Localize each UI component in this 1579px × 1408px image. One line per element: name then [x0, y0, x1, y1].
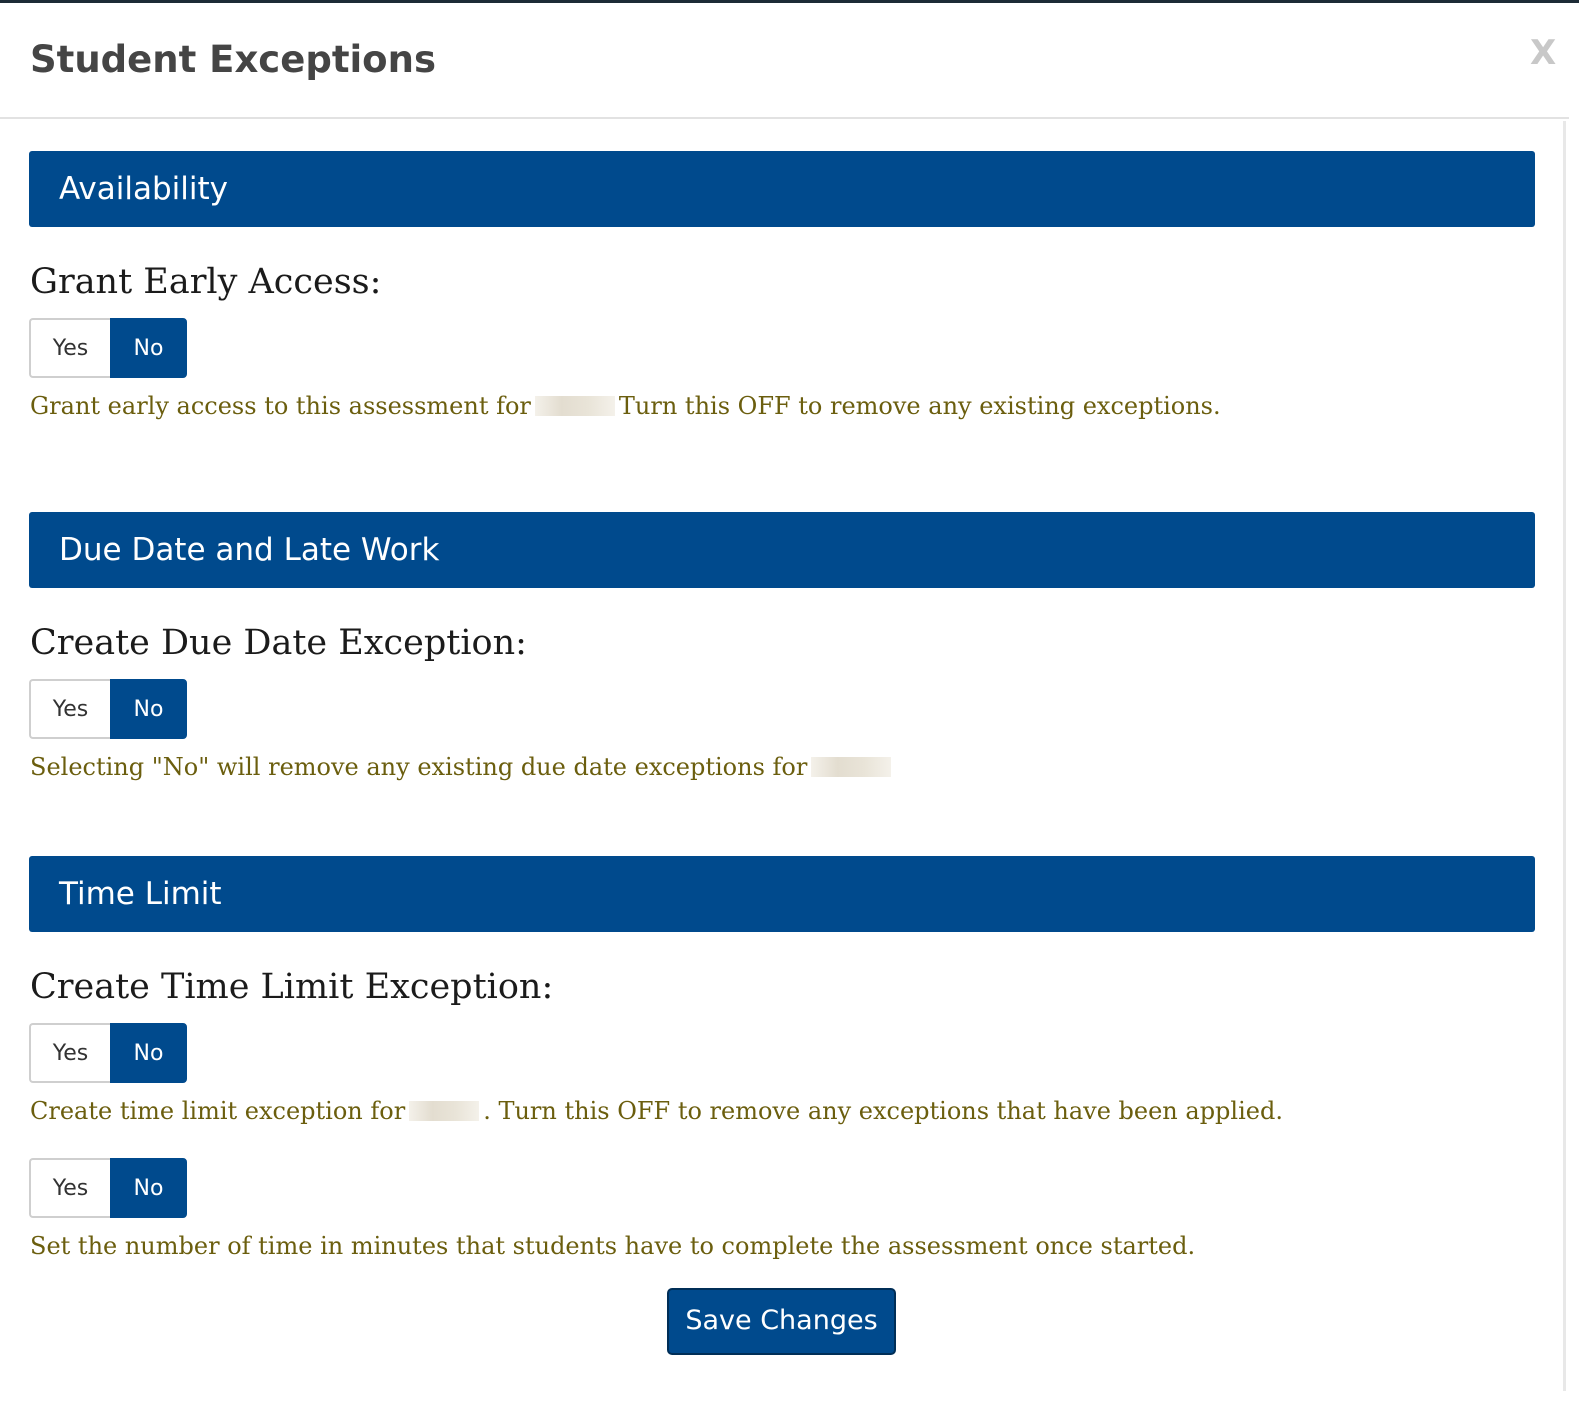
time-limit-yes-button[interactable]: Yes [29, 1023, 110, 1083]
redacted-student-name [409, 1101, 479, 1121]
early-access-no-button[interactable]: No [110, 318, 187, 378]
due-date-yes-button[interactable]: Yes [29, 679, 110, 739]
due-date-exception-label: Create Due Date Exception: [30, 623, 527, 663]
due-date-help [30, 752, 895, 782]
due-date-help-before: Selecting "No" will remove any existing due date exceptions for [30, 753, 808, 781]
early-access-yes-button[interactable]: Yes [29, 318, 110, 378]
time-minutes-help: Set the number of time in minutes that students have to complete the assessment once started. [30, 1232, 1196, 1260]
redacted-student-name [535, 396, 615, 416]
due-date-no-button[interactable]: No [110, 679, 187, 739]
time-limit-no-button[interactable]: No [110, 1023, 187, 1083]
grant-early-access-toggle [29, 318, 187, 378]
grant-early-access-label: Grant Early Access: [30, 262, 382, 302]
section-header-availability: Availability [29, 151, 1535, 227]
modal-title: Student Exceptions [30, 38, 436, 81]
early-access-help [30, 391, 1221, 421]
modal-header [0, 3, 1569, 119]
redacted-student-name [811, 757, 891, 777]
time-minutes-yes-button[interactable]: Yes [29, 1158, 110, 1218]
time-limit-help-before: Create time limit exception for [30, 1097, 406, 1125]
time-limit-minutes-toggle [29, 1158, 187, 1218]
time-limit-exception-toggle [29, 1023, 187, 1083]
time-limit-help-after: . Turn this OFF to remove any exceptions that have been applied. [483, 1097, 1283, 1125]
section-header-due-date: Due Date and Late Work [29, 512, 1535, 588]
section-header-time-limit: Time Limit [29, 856, 1535, 932]
scrollbar[interactable] [1563, 121, 1566, 1391]
student-exceptions-modal [0, 3, 1569, 1398]
early-access-help-after: Turn this OFF to remove any existing exceptions. [618, 392, 1221, 420]
time-minutes-no-button[interactable]: No [110, 1158, 187, 1218]
time-limit-exception-label: Create Time Limit Exception: [30, 967, 554, 1007]
due-date-exception-toggle [29, 679, 187, 739]
close-icon[interactable]: X [1530, 33, 1557, 73]
save-changes-button[interactable]: Save Changes [667, 1288, 896, 1355]
time-limit-help [30, 1096, 1283, 1126]
early-access-help-before: Grant early access to this assessment for [30, 392, 531, 420]
